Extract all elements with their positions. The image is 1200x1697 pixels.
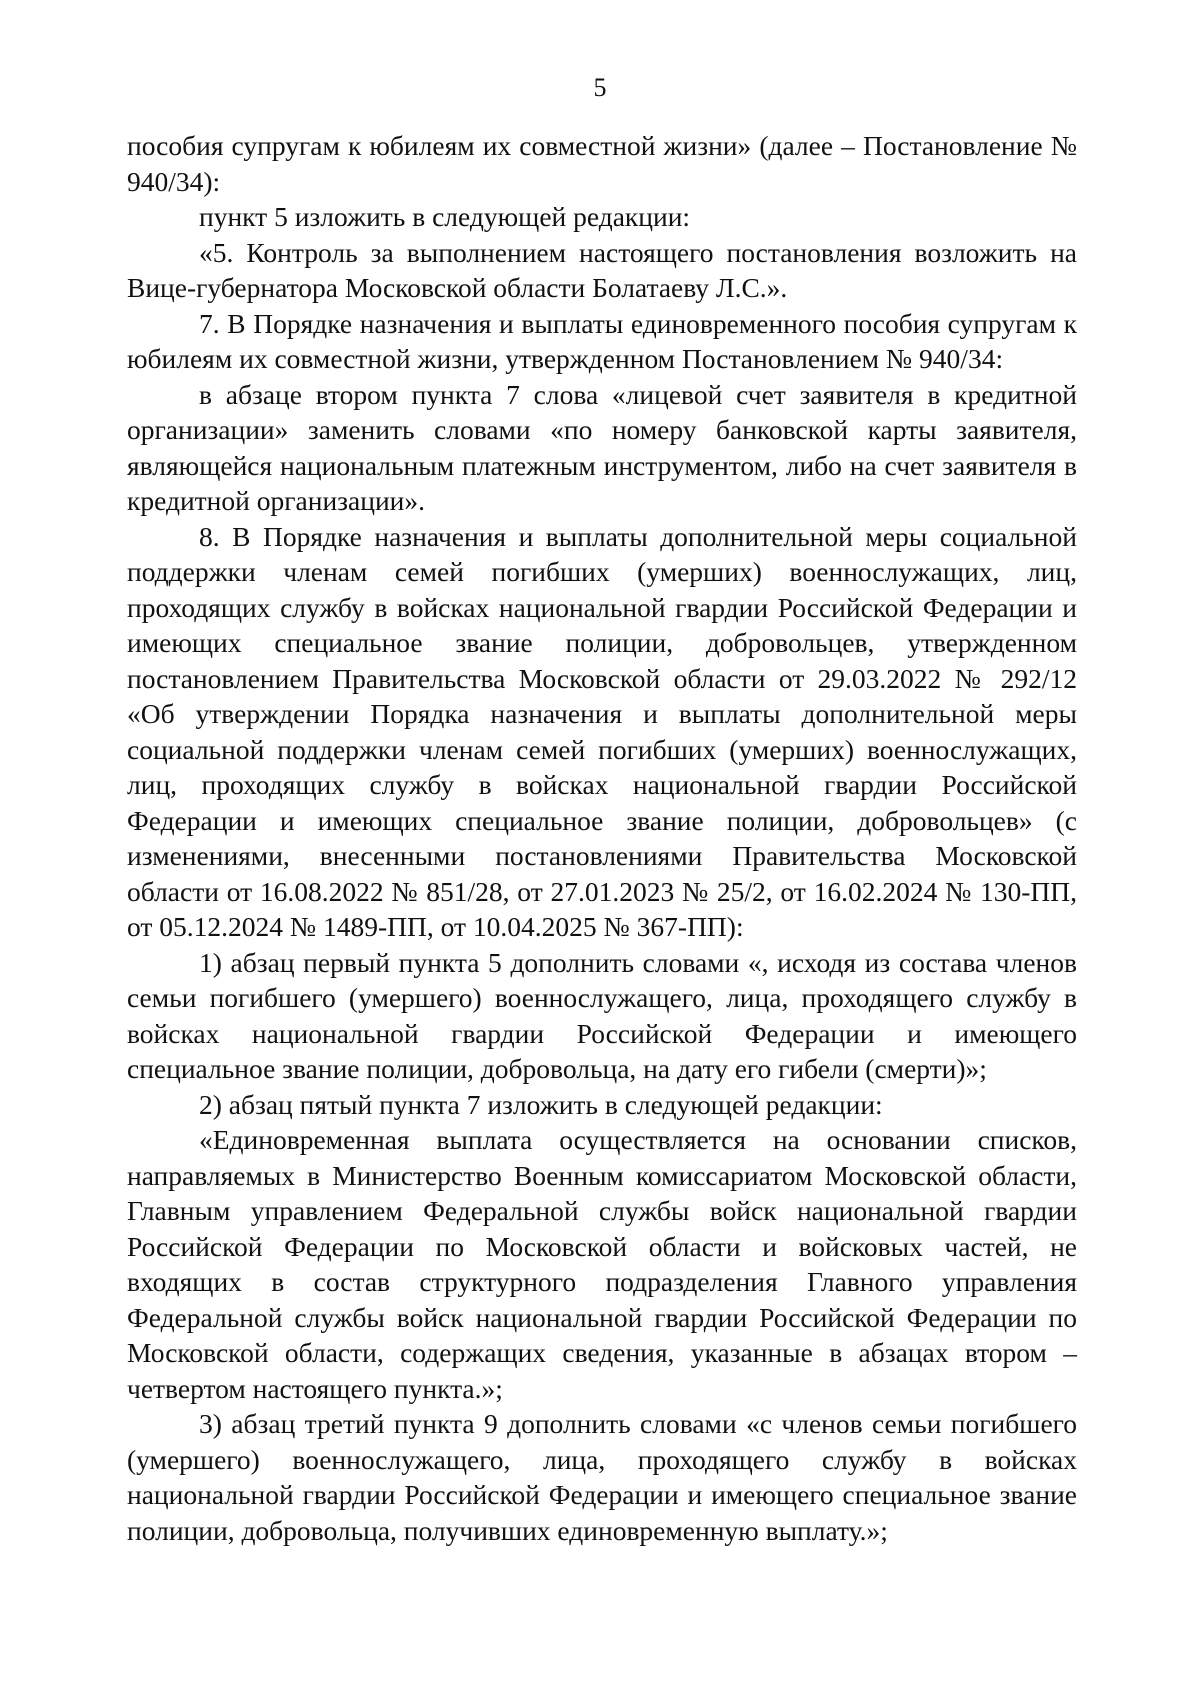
page-number: 5: [593, 73, 607, 102]
paragraph-subitem-2: 2) абзац пятый пункта 7 изложить в следующей редакции:: [199, 1088, 883, 1120]
paragraph-item-7-change: в абзаце втором пункта 7 слова «лицевой счет заявителя в кредитной организации» заменить словами «по номеру банковской карты заявителя, являющейся национальным платежным инструментом, либо на счет заявителя в кредитной организации».: [127, 378, 1077, 516]
paragraph-item-7: 7. В Порядке назначения и выплаты единовременного пособия супругам к юбилеям их совместной жизни, утвержденном Постановлением № 940/34:: [127, 307, 1077, 374]
paragraph-point-5-instruction: пункт 5 изложить в следующей редакции:: [199, 201, 691, 232]
paragraph-continuation: пособия супругам к юбилеям их совместной жизни» (далее – Постановление № 940/34):: [127, 130, 1077, 197]
paragraph-item-8: 8. В Порядке назначения и выплаты дополнительной меры социальной поддержки членам семей погибших (умерших) военнослужащих, лиц, проходящих службу в войсках национальной гвардии Российской Федерации и имеющих специальное звание полиции, добровольцев, утвержденном постановлением Правительства Московской области от 29.03.2022 № 292/12 «Об утверждении Порядка назначения и выплаты дополнительной меры социальной поддержки членам семей погибших (умерших) военнослужащих, лиц, проходящих службу в войсках национальной гвардии Российской Федерации и имеющих специальное звание полиции, добровольцев» (с изменениями, внесенными постановлениями Правительства Московской области от 16.08.2022 № 851/28, от 27.01.2023 № 25/2, от 16.02.2024 № 130-ПП, от 05.12.2024 № 1489-ПП, от 10.04.2025 № 367-ПП):: [127, 520, 1077, 942]
paragraph-subitem-1: 1) абзац первый пункта 5 дополнить словами «, исходя из состава членов семьи погибшего (умершего) военнослужащего, лица, проходящего службу в войсках национальной гвардии Российской Федерации и имеющего специальное звание полиции, добровольца, на дату его гибели (смерти)»;: [127, 946, 1077, 1084]
paragraph-point-5-text: «5. Контроль за выполнением настоящего постановления возложить на Вице-губернатора Московской области Болатаеву Л.С.».: [127, 236, 1077, 303]
document-body: [127, 128, 1077, 1548]
paragraph-subitem-3: 3) абзац третий пункта 9 дополнить словами «с членов семьи погибшего (умершего) военнослужащего, лица, проходящего службу в войсках национальной гвардии Российской Федерации и имеющего специальное звание полиции, добровольца, получивших единовременную выплату.»;: [127, 1408, 1077, 1546]
paragraph-subitem-2-text: «Единовременная выплата осуществляется на основании списков, направляемых в Министерство Военным комиссариатом Московской области, Главным управлением Федеральной службы войск национальной гвардии Российской Федерации по Московской области и войсковых частей, не входящих в состав структурного подразделения Главного управления Федеральной службы войск национальной гвардии Российской Федерации по Московской области, содержащих сведения, указанные в абзацах втором – четвертом настоящего пункта.»;: [127, 1124, 1077, 1404]
